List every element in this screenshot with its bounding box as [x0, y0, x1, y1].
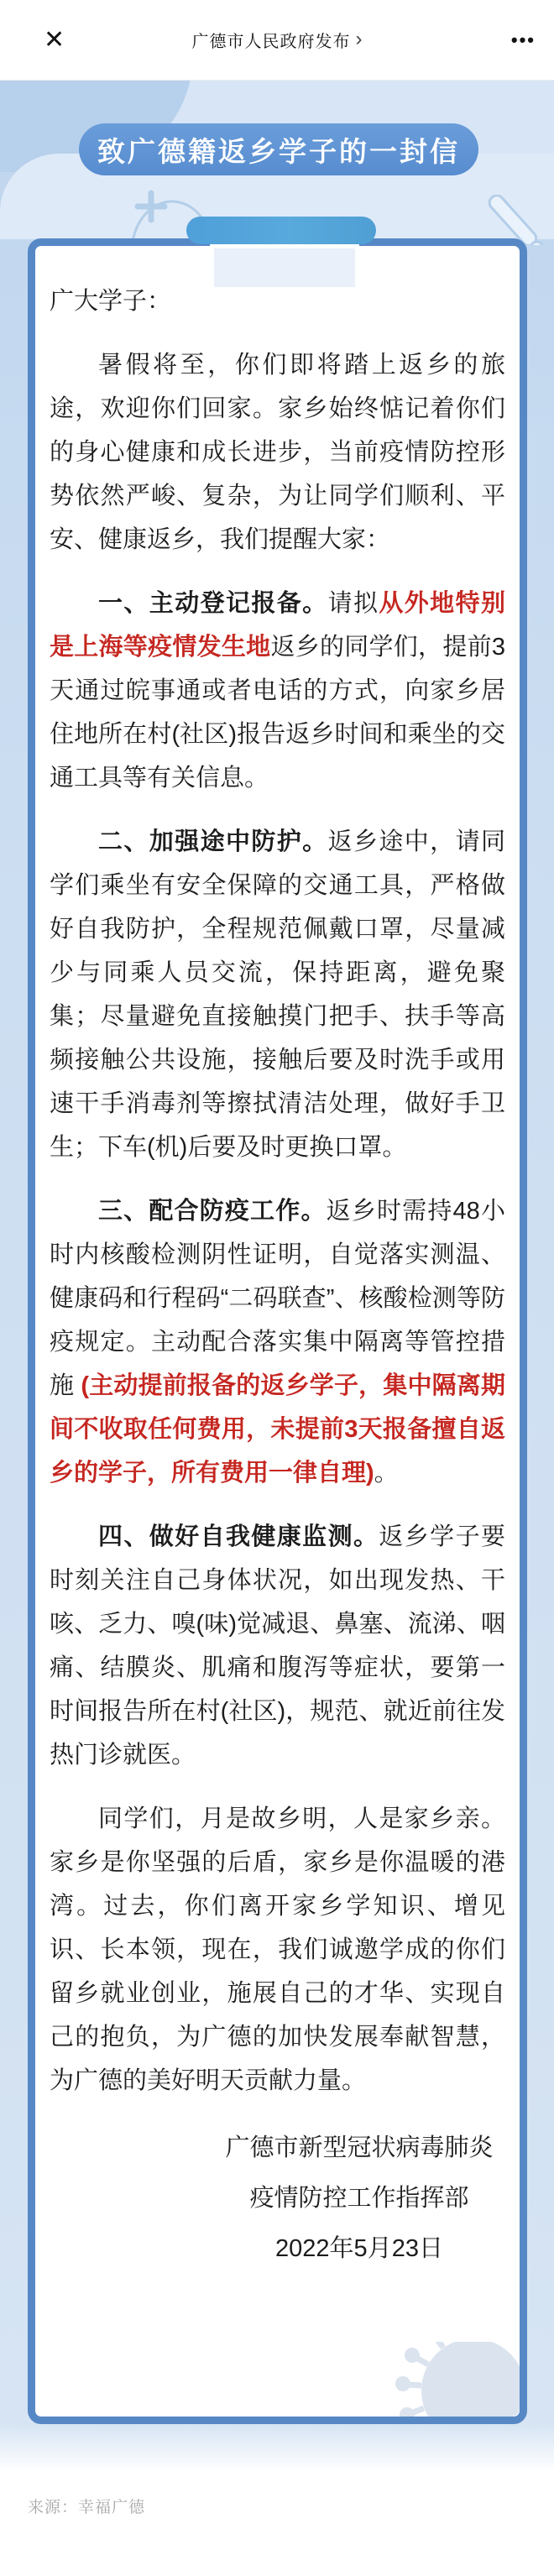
text-segment: 。 — [374, 1460, 399, 1487]
text-segment: 同学们，月是故乡明，人是家乡亲。家乡是你坚强的后盾，家乡是你温暖的港湾。过去，你们离开家乡学知识、增见识、长本领，现在，我们诚邀学成的你们留乡就业创业，施展自己的才华、实现自己的抱负，为广德的加快发展奉献智慧，为广德的美好明天贡献力量。 — [50, 1805, 505, 2094]
close-icon[interactable]: ✕ — [44, 26, 65, 54]
text-segment: 返乡时需持48小时内核酸检测阴性证明，自觉落实测温、健康码和行程码“二码联查”、核酸检测等防疫规定。主动配合落实集中隔离等管控措施 — [50, 1198, 505, 1399]
letter-body — [50, 343, 505, 2103]
letter-paragraph — [50, 1797, 505, 2103]
text-segment: 一、主动登记报备。 — [98, 590, 328, 617]
thermometer-icon — [483, 195, 554, 245]
signature-line: 2022年5月23日 — [275, 2235, 443, 2262]
bottom-fade — [0, 2424, 554, 2472]
account-title-link[interactable] — [0, 0, 554, 80]
text-segment: 暑假将至，你们即将踏上返乡的旅途，欢迎你们回家。家乡始终惦记着你们的身心健康和成长进步，当前疫情防控形势依然严峻、复杂，为让同学们顺利、平安、健康返乡，我们提醒大家： — [50, 352, 505, 553]
topbar — [0, 0, 554, 81]
text-segment: 返乡的同学们，提前3天通过皖事通或者电话的方式，向家乡居住地所在村(社区)报告返乡时间和乘坐的交通工具等有关信息。 — [50, 634, 505, 792]
letter-paragraph — [50, 582, 505, 800]
source-label: 来源：幸福广德 — [28, 2499, 146, 2516]
letter-paragraph — [50, 1189, 505, 1495]
letter-card — [28, 238, 527, 2424]
envelope-decoration — [210, 244, 359, 291]
banner-title: 致广德籍返乡学子的一封信 — [79, 123, 478, 175]
letter-paragraph — [50, 1515, 505, 1777]
text-segment: 返乡途中，请同学们乘坐有安全保障的交通工具，严格做好自我防护，全程规范佩戴口罩，尽量减少与同乘人员交流，保持距离，避免聚集；尽量避免直接触摸门把手、扶手等高频接触公共设施，接触后要及时洗手或用速干手消毒剂等擦拭清洁处理，做好手卫生；下车(机)后要及时更换口罩。 — [50, 828, 505, 1161]
signature-block — [217, 2123, 502, 2274]
text-segment: 二、加强途中防护。 — [98, 828, 328, 855]
clip-decoration — [186, 217, 376, 244]
chevron-right-icon: › — [355, 27, 363, 50]
text-segment: 三、配合防疫工作。 — [98, 1198, 327, 1225]
text-segment: 返乡学子要时刻关注自己身体状况，如出现发热、干咳、乏力、嗅(味)觉减退、鼻塞、流涕、咽痛、结膜炎、肌痛和腹泻等症状，要第一时间报告所在村(社区)，规范、就近前往发热门诊就医。 — [50, 1523, 505, 1769]
cross-icon — [138, 193, 165, 220]
virus-decoration — [35, 2342, 520, 2417]
more-menu-icon[interactable]: ••• — [510, 29, 536, 50]
text-segment: 四、做好自我健康监测。 — [98, 1523, 379, 1550]
text-segment: 请拟 — [327, 590, 379, 617]
page-title: 广德市人民政府发布 — [191, 33, 351, 51]
salutation: 广大学子： — [50, 288, 172, 315]
text-segment: (主动提前报备的返乡学子，集中隔离期间不收取任何费用，未提前3天报备擅自返乡的学子，所有费用一律自理) — [50, 1372, 505, 1487]
text-segment: 从外地特别是上海等疫情发生地 — [50, 590, 505, 661]
signature-line: 疫情防控工作指挥部 — [249, 2185, 469, 2212]
letter-paragraph — [50, 343, 505, 562]
virus-icon — [391, 2342, 520, 2417]
letter-paragraph — [50, 820, 505, 1169]
letter-content — [50, 280, 505, 2274]
signature-line: 广德市新型冠状病毒肺炎 — [225, 2134, 494, 2161]
